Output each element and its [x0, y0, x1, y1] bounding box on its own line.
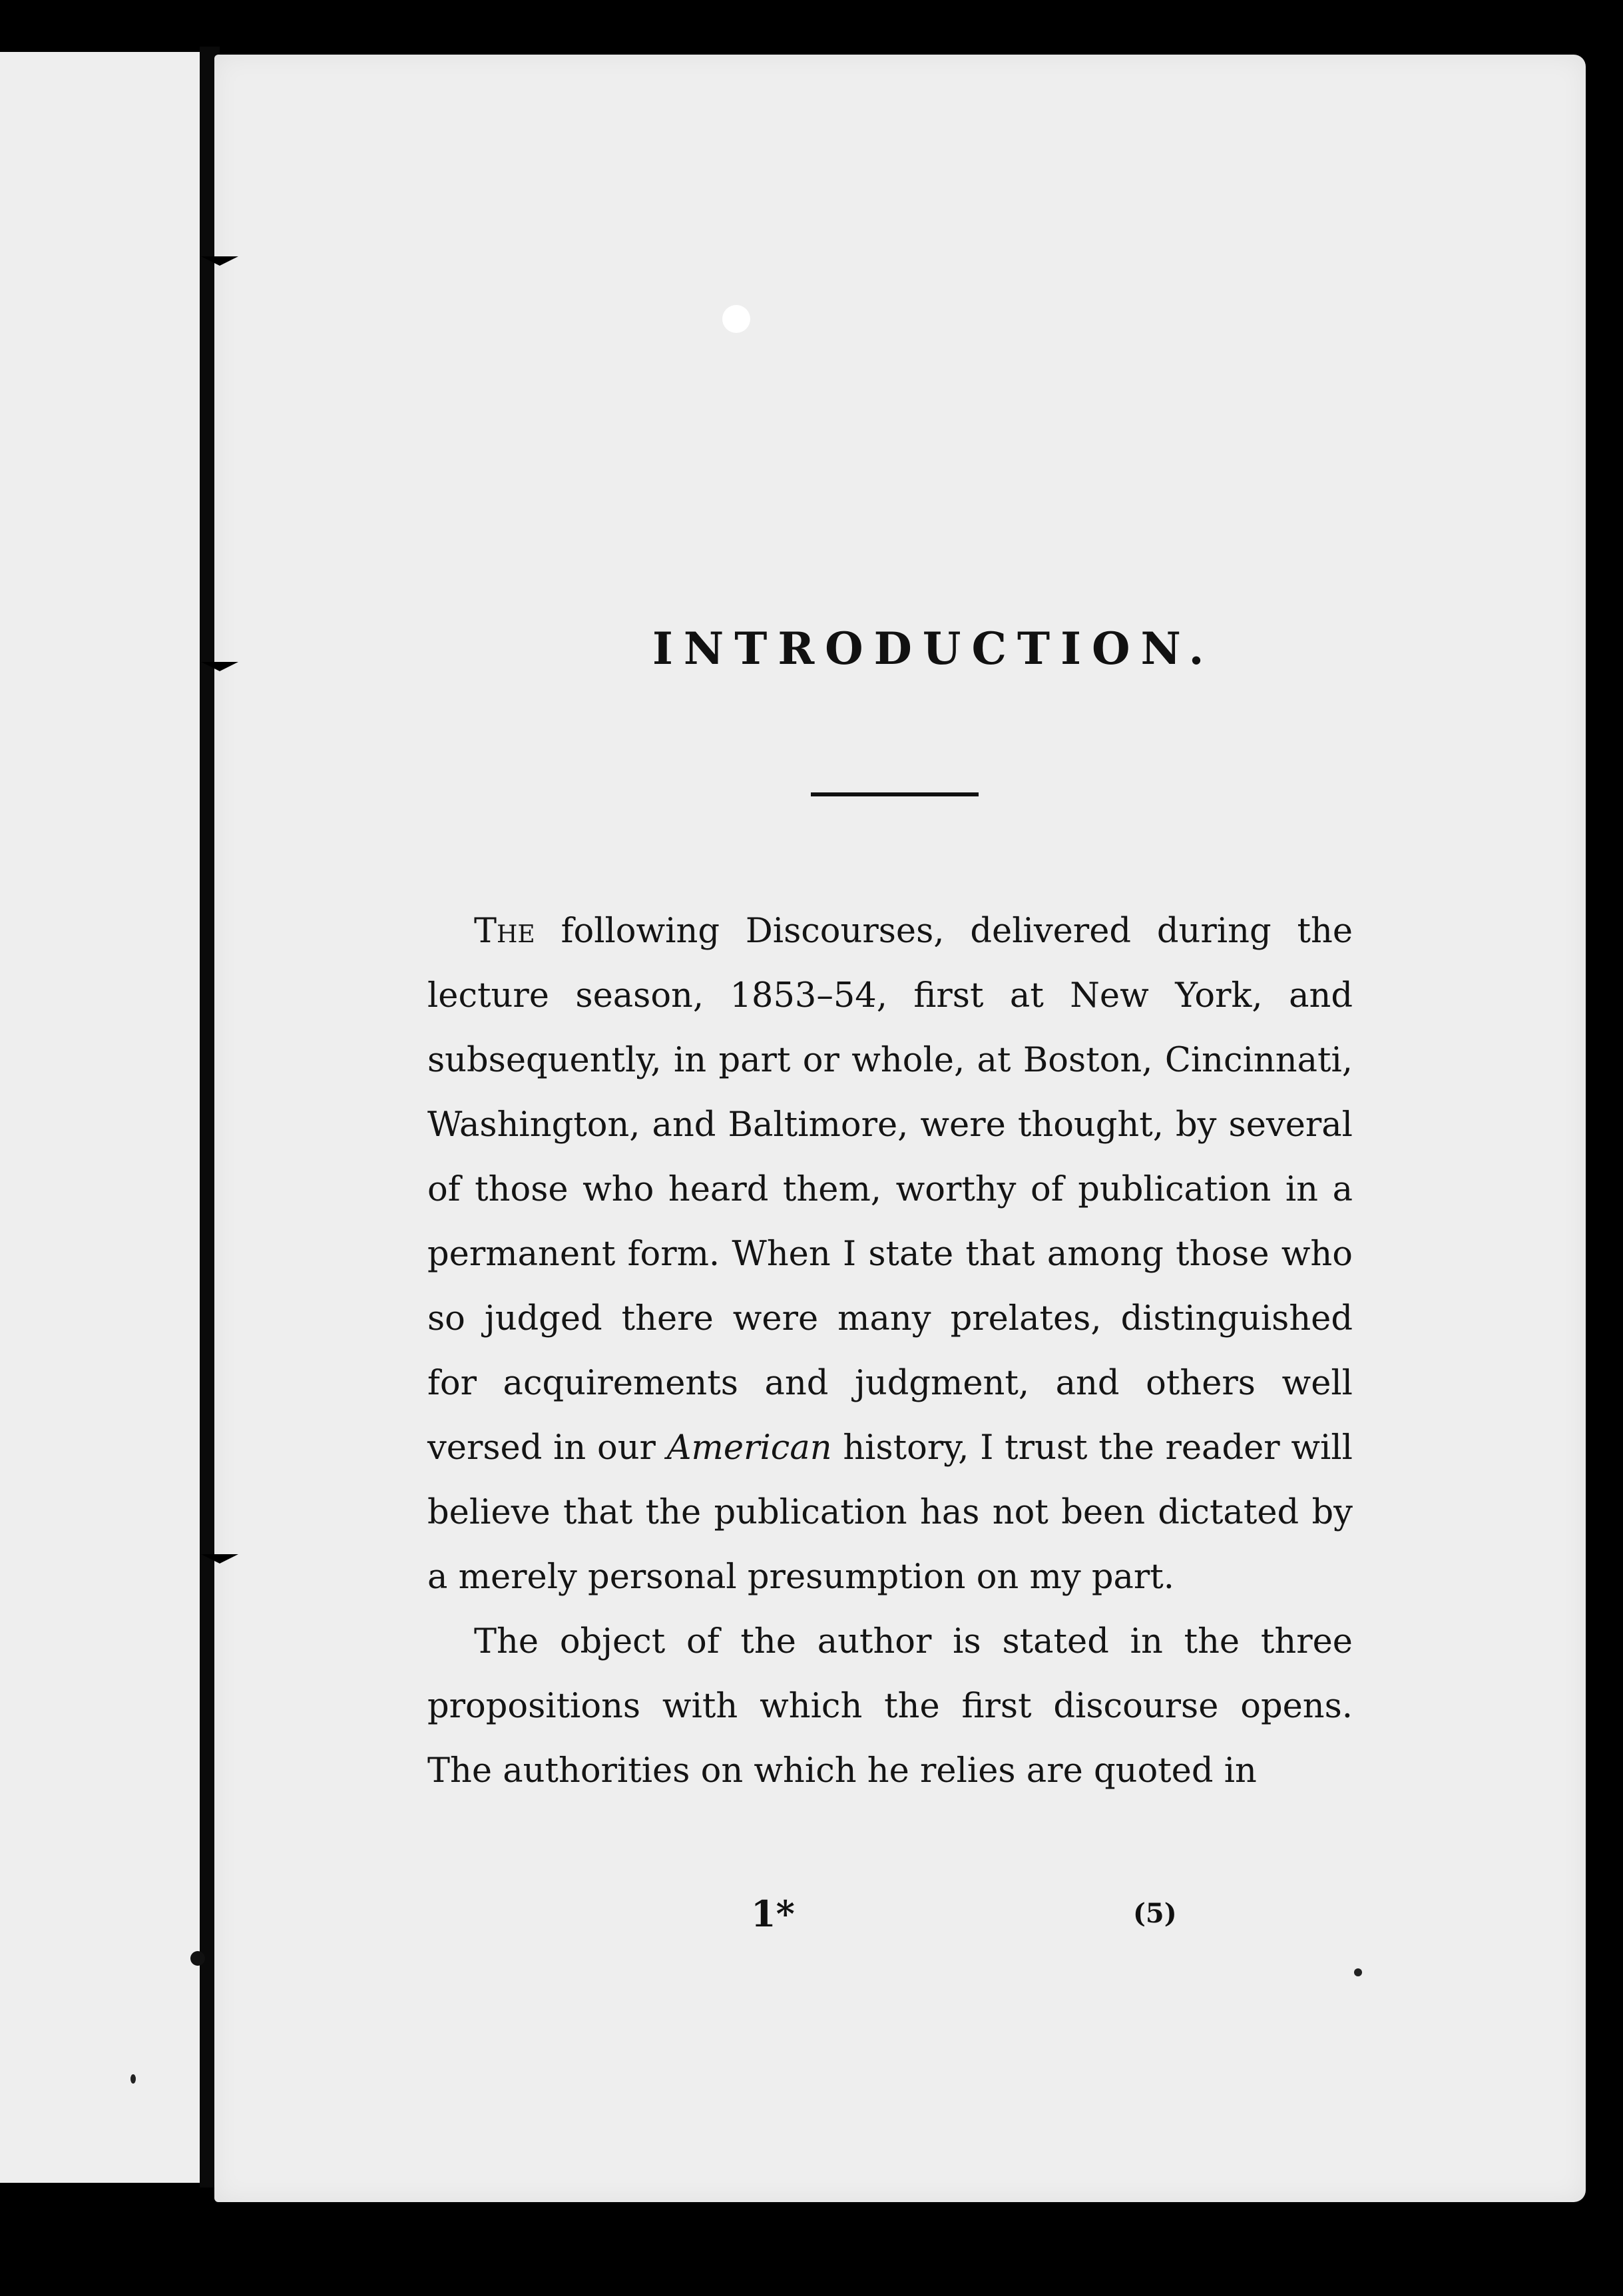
- paragraph: [427, 899, 1353, 1609]
- binding-stitch: [190, 1951, 205, 1966]
- binding-stitch: [201, 662, 238, 671]
- body-text: [427, 899, 1353, 1803]
- ink-speck: [1354, 1968, 1362, 1976]
- paragraph-lead: The: [474, 912, 535, 951]
- paper-blemish: [722, 305, 750, 333]
- left-page-edge: [0, 52, 203, 2183]
- page-number: (5): [1133, 1898, 1177, 1929]
- binding-stitch: [201, 1554, 238, 1564]
- emphasis-text: American: [666, 1428, 832, 1468]
- paragraph: The object of the author is stated in the three propositions with which the first discourse opens. The authorities on which he relies are quoted in: [427, 1622, 1353, 1791]
- signature-mark: 1*: [751, 1892, 795, 1935]
- binding-stitch: [201, 256, 238, 266]
- paragraph-text: following Discourses, delivered during the lecture season, 1853–54, first at New York, and subsequently, in part or whole, at Boston, Cincinnati, Washington, and Baltimore, were thought, by several of those who heard them, worthy of publication in a permanent form. When I state that among those who so judged there were many prelates, distinguished for acquirements and judgment, and others well versed in our: [427, 912, 1353, 1468]
- chapter-heading: INTRODUCTION.: [652, 623, 1215, 675]
- ink-speck: [130, 2074, 136, 2084]
- paragraph-text: history, I trust the reader will believe that the publication has not been dictated by a merely personal presumption on my part.: [427, 1428, 1353, 1597]
- heading-rule: [811, 792, 979, 796]
